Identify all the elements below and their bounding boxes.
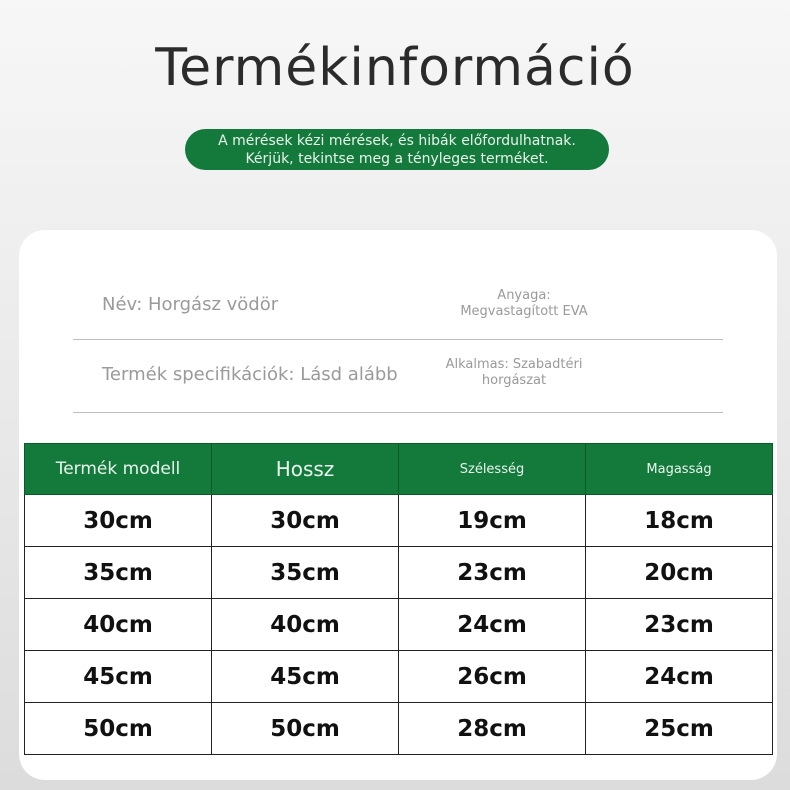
notice-line-1: A mérések kézi mérések, és hibák előfordulhatnak.: [218, 132, 576, 149]
cell-height: 18cm: [586, 495, 773, 547]
table-row: [25, 703, 773, 755]
product-info-card: [19, 230, 777, 780]
table-row: [25, 651, 773, 703]
usage-line-2: horgászat: [481, 373, 547, 388]
header-width: Szélesség: [399, 444, 586, 495]
product-spec: Termék specifikációk: Lásd alább: [102, 364, 398, 385]
info-divider-2: [73, 412, 723, 413]
cell-length: 40cm: [212, 599, 399, 651]
cell-height: 23cm: [586, 599, 773, 651]
table-row: [25, 495, 773, 547]
product-usage: [439, 357, 589, 389]
table-row: [25, 547, 773, 599]
cell-width: 23cm: [399, 547, 586, 599]
usage-line-1: Alkalmas: Szabadtéri: [445, 357, 583, 372]
cell-height: 25cm: [586, 703, 773, 755]
product-material: [449, 288, 599, 320]
cell-width: 28cm: [399, 703, 586, 755]
cell-width: 19cm: [399, 495, 586, 547]
size-table: [24, 443, 773, 755]
measurement-notice: [185, 129, 609, 170]
cell-model: 30cm: [25, 495, 212, 547]
cell-model: 50cm: [25, 703, 212, 755]
cell-height: 24cm: [586, 651, 773, 703]
header-height: Magasság: [586, 444, 773, 495]
cell-width: 26cm: [399, 651, 586, 703]
cell-height: 20cm: [586, 547, 773, 599]
cell-length: 30cm: [212, 495, 399, 547]
cell-model: 45cm: [25, 651, 212, 703]
product-name: Név: Horgász vödör: [102, 294, 279, 315]
notice-line-2: Kérjük, tekintse meg a tényleges terméket.: [245, 150, 549, 167]
table-row: [25, 599, 773, 651]
cell-model: 40cm: [25, 599, 212, 651]
cell-length: 50cm: [212, 703, 399, 755]
material-value: Megvastagított EVA: [460, 304, 588, 319]
info-divider-1: [73, 339, 723, 340]
material-label: Anyaga:: [497, 288, 551, 303]
page-title: Termékinformáció: [155, 38, 635, 98]
cell-length: 45cm: [212, 651, 399, 703]
cell-width: 24cm: [399, 599, 586, 651]
table-header-row: [25, 444, 773, 495]
header-length: Hossz: [212, 444, 399, 495]
cell-model: 35cm: [25, 547, 212, 599]
cell-length: 35cm: [212, 547, 399, 599]
header-model: Termék modell: [25, 444, 212, 495]
